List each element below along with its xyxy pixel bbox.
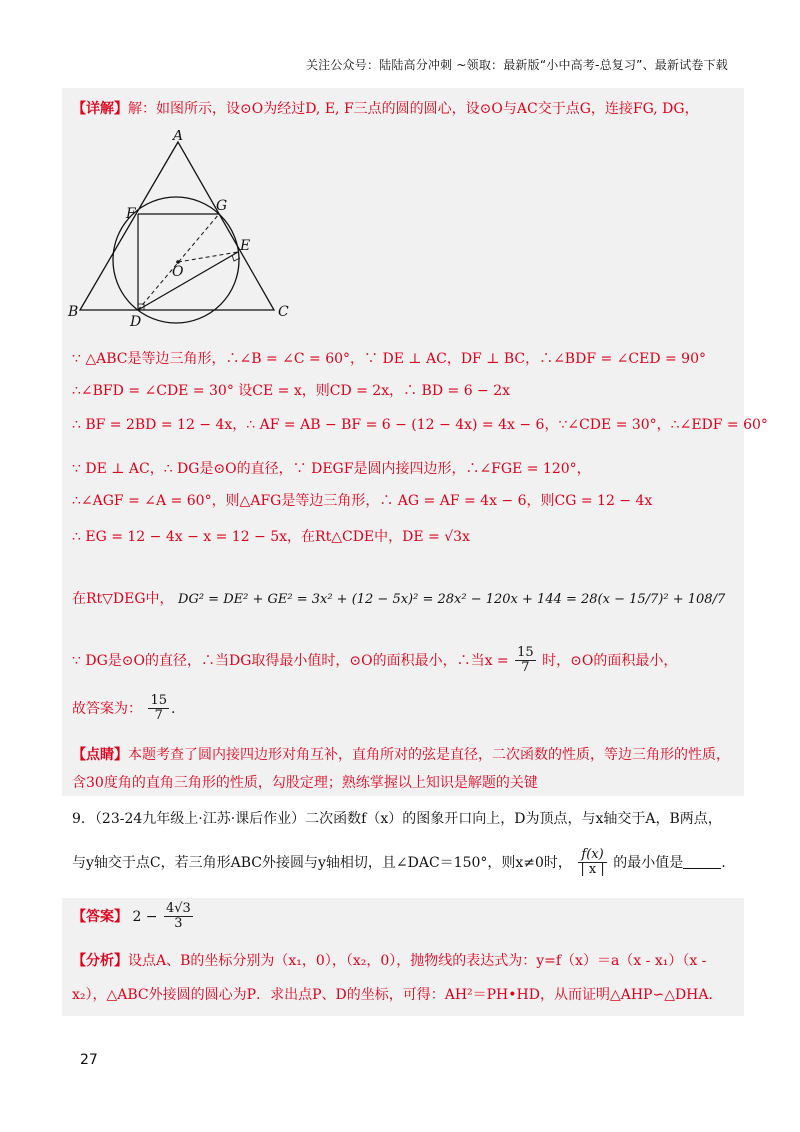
label-d: D [130, 314, 142, 330]
page-header: 关注公众号：陆陆高分冲刺 ~领取：最新版“小中高考-总复习”、最新试卷下载 [305, 58, 728, 72]
dg-prefix: 在Rt▽DEG中， [72, 591, 174, 607]
label-o: O [172, 264, 184, 280]
comment-line-2: 含30度角的直角三角形的性质，勾股定理；熟练掌握以上知识是解题的关键 [72, 775, 538, 791]
step-6: ∴ EG = 12 − 4x − x = 12 − 5x，在Rt△CDE中，DE = √3x [72, 529, 470, 545]
problem9-answer-fraction [164, 902, 193, 932]
label-g: G [216, 198, 228, 214]
step-3: ∴ BF = 2BD = 12 − 4x，∴ AF = AB − BF = 6 − (12 − 4x) = 4x − 6，∵∠CDE = 30°，∴∠EDF = 60° [72, 417, 768, 433]
conclusion-line [72, 646, 677, 676]
label-b: B [68, 304, 79, 320]
conclusion-a: ∵ DG是⊙O的直径，∴当DG取得最小值时，⊙O的面积最小，∴当x = [72, 652, 509, 669]
problem9-line1: 9．（23-24九年级上·江苏·课后作业）二次函数f（x）的图象开口向上，D为顶点，与x轴交于A，B两点， [72, 811, 722, 827]
problem9-answer-prefix: 2 − [132, 908, 158, 925]
conclusion-frac-den: 7 [521, 660, 530, 676]
step-4: ∵ DE ⊥ AC，∴ DG是⊙O的直径，∵ DEGF是圆内接四边形，∴∠FGE = 120°， [72, 461, 591, 477]
problem9-analysis-text1: 设点A、B的坐标分别为（x₁，0），（x₂，0），抛物线的表达式为：y=f（x）＝a（x - x₁）（x - [128, 953, 707, 969]
comment-label: 【点睛】 [72, 747, 128, 763]
step-2: ∴∠BFD = ∠CDE = 30° 设CE = x，则CD = 2x，∴ BD = 6 − 2x [72, 383, 511, 399]
problem9-line2c: . [721, 854, 726, 871]
geometry-diagram [66, 130, 296, 330]
problem9-analysis-label: 【分析】 [72, 953, 128, 969]
step-1: ∵ △ABC是等边三角形，∴∠B = ∠C = 60°，∵ DE ⊥ AC，DF ⊥ BC，∴∠BDF = ∠CED = 90° [72, 351, 706, 367]
detail-label: 【详解】 [72, 101, 128, 117]
label-f: F [126, 206, 136, 222]
problem9-line2b: 的最小值是 [613, 854, 684, 871]
detail-intro: 解：如图所示，设⊙O为经过D, E, F三点的圆的圆心，设⊙O与AC交于点G，连接FG, DG， [128, 101, 699, 117]
answer-blank [683, 868, 721, 869]
comment-line-1 [72, 744, 730, 764]
answer-frac-num: 15 [150, 693, 167, 708]
problem9-line2 [72, 848, 726, 878]
comment-text-1: 本题考查了圆内接四边形对角互补，直角所对的弦是直径，二次函数的性质，等边三角形的性质， [128, 747, 730, 763]
step-5: ∴∠AGF = ∠A = 60°，则△AFG是等边三角形，∴ AG = AF = 4x − 6，则CG = 12 − 4x [72, 493, 653, 509]
answer-prefix: 故答案为： [72, 700, 142, 717]
answer-fraction [148, 694, 169, 724]
label-a: A [173, 130, 184, 144]
problem9-fraction [578, 848, 606, 878]
problem9-frac-num: f(x) [578, 848, 606, 863]
problem9-answer-den: 3 [174, 916, 183, 932]
triangle-abc [80, 142, 274, 310]
problem9-analysis-line1 [72, 950, 706, 970]
problem9-analysis-line2: x₂），△ABC外接圆的圆心为P．求出点P、D的坐标，可得：AH²＝PH•HD，从而证明△AHP∽△DHA． [72, 987, 723, 1003]
page-number: 27 [80, 1052, 98, 1068]
problem9-line2a: 与y轴交于点C，若三角形ABC外接圆与y轴相切，且∠DAC＝150°，则x≠0时， [72, 854, 572, 871]
problem9-answer-num: 4√3 [166, 901, 191, 916]
detail-line [72, 98, 699, 118]
answer-suffix: . [171, 700, 176, 717]
answer-line [72, 694, 175, 724]
problem9-answer-label: 【答案】 [72, 908, 128, 925]
label-c: C [278, 304, 289, 320]
conclusion-frac-num: 15 [517, 645, 534, 660]
answer-frac-den: 7 [154, 708, 163, 724]
problem9-answer-line [72, 902, 195, 932]
problem9-frac-den: | x | [580, 862, 605, 878]
conclusion-b: 时，⊙O的面积最小， [542, 652, 678, 669]
dg-formula: DG² = DE² + GE² = 3x² + (12 − 5x)² = 28x² − 120x + 144 = 28(x − 15/7)² + 108/7 [178, 592, 726, 607]
dg-line [72, 588, 725, 608]
label-e: E [240, 238, 251, 254]
conclusion-fraction [515, 646, 536, 676]
